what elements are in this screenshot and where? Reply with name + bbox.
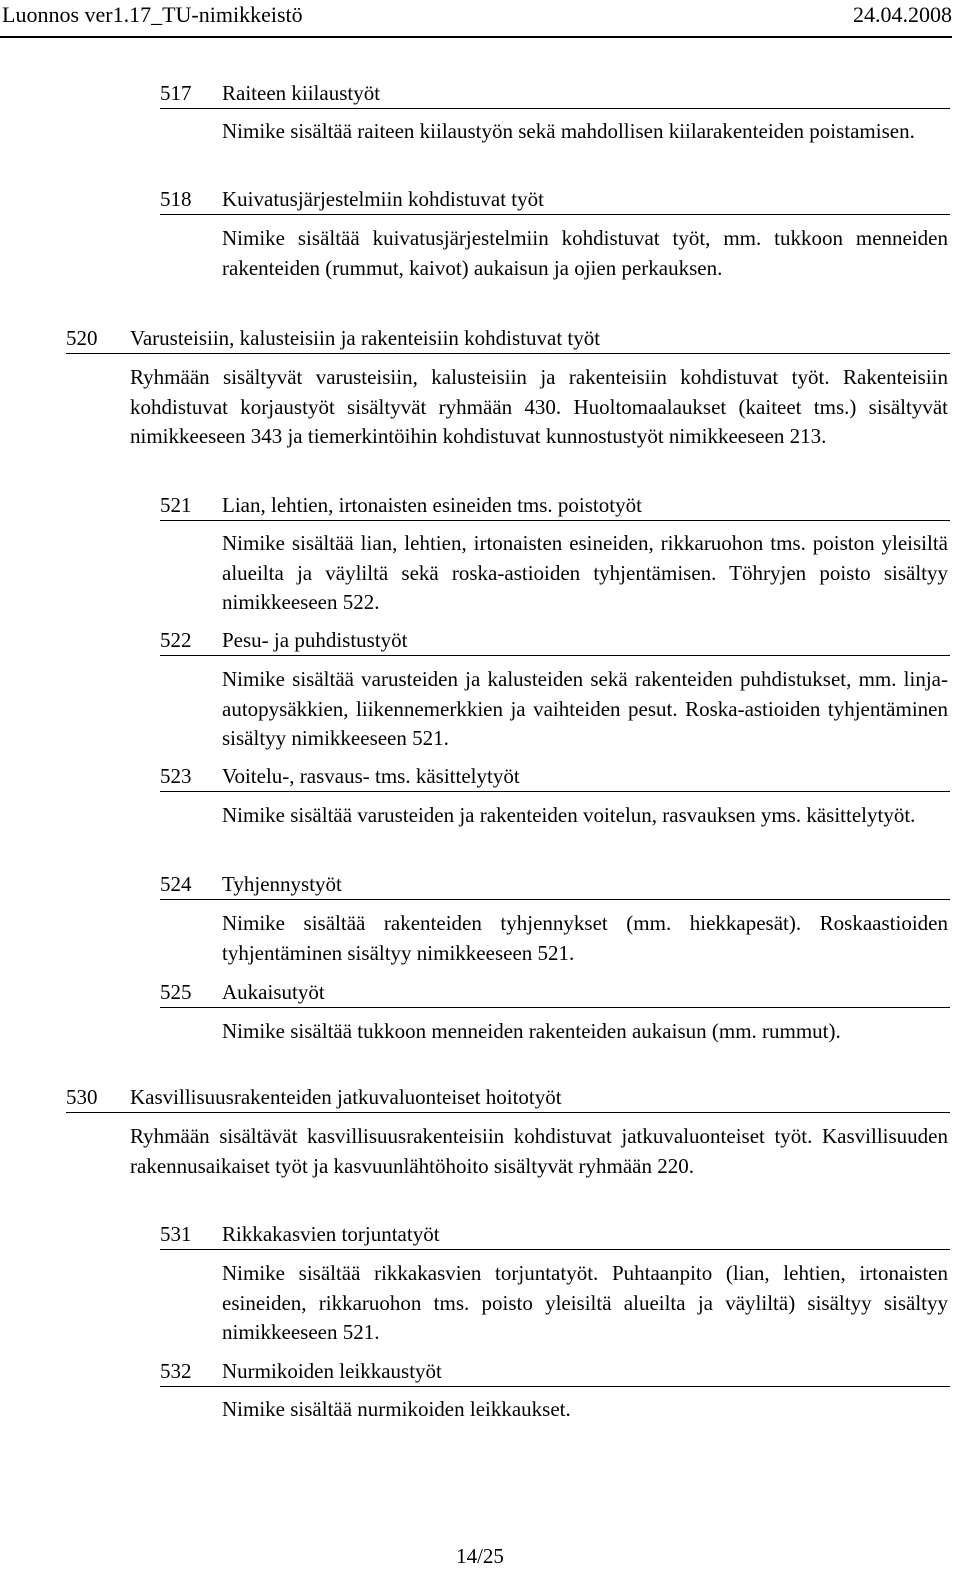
item-number: 517 [160,81,192,105]
item-heading-532 [160,1356,950,1387]
item-number: 525 [160,980,192,1004]
item-heading-521 [160,490,950,521]
item-heading-525 [160,977,950,1008]
item-title: Voitelu-, rasvaus- tms. käsittelytyöt [222,764,520,788]
item-number: 531 [160,1222,192,1246]
item-description-525: Nimike sisältää tukkoon menneiden rakenteiden aukaisun (mm. rummut). [222,1019,841,1043]
page-header [0,0,952,38]
page-number: 14/25 [456,1544,504,1568]
item-number: 520 [66,326,98,350]
item-title: Kuivatusjärjestelmiin kohdistuvat työt [222,187,544,211]
item-title: Pesu- ja puhdistustyöt [222,628,408,652]
item-description-521: Nimike sisältää lian, lehtien, irtonaisten esineiden, rikkaruohon tms. poiston yleisiltä alueilta ja väyliltä sekä roska-astioiden tyhjentämisen. Töhryjen poisto sisältyy nimikkeeseen 522. [222,531,948,615]
item-heading-531 [160,1219,950,1250]
item-heading-524 [160,869,950,900]
item-title: Raiteen kiilaustyöt [222,81,381,105]
document-date: 24.04.2008 [853,2,952,27]
item-heading-523 [160,761,950,792]
item-description-531: Nimike sisältää rikkakasvien torjuntatyöt. Puhtaanpito (lian, lehtien, irtonaisten esineiden, rikkaruohon tms. poisto yleisiltä alueilta ja väyliltä) sisältyy sisältyy nimikkeeseen 521. [222,1261,948,1345]
item-heading-522 [160,625,950,656]
item-description-517: Nimike sisältää raiteen kiilaustyön sekä mahdollisen kiilarakenteiden poistamisen. [222,119,915,143]
item-title: Nurmikoiden leikkaustyöt [222,1359,442,1383]
item-description-520: Ryhmään sisältyvät varusteisiin, kalusteisiin ja rakenteisiin kohdistuvat työt. Rakenteisiin kohdistuvat korjaustyöt sisältyvät ryhmään 430. Huoltomaalaukset (kaiteet tms.) sisältyvät nimikkeeseen 343 ja tiemerkintöihin kohdistuvat kunnostustyöt nimikkeeseen 213. [130,365,948,449]
item-description-522: Nimike sisältää varusteiden ja kalusteiden sekä rakenteiden puhdistukset, mm. linja-autopysäkkien, liikennemerkkien ja vaihteiden pesut. Roska-astioiden tyhjentäminen sisältyy nimikkeeseen 521. [222,667,948,751]
item-title: Lian, lehtien, irtonaisten esineiden tms. poistotyöt [222,493,642,517]
item-number: 530 [66,1085,98,1109]
document-title: Luonnos ver1.17_TU-nimikkeistö [2,2,303,27]
item-title: Kasvillisuusrakenteiden jatkuvaluonteiset hoitotyöt [130,1085,562,1109]
item-number: 524 [160,872,192,896]
item-heading-520 [66,323,950,354]
item-number: 521 [160,493,192,517]
item-number: 518 [160,187,192,211]
item-description-532: Nimike sisältää nurmikoiden leikkaukset. [222,1397,571,1421]
item-title: Rikkakasvien torjuntatyöt [222,1222,440,1246]
item-title: Tyhjennystyöt [222,872,342,896]
item-description-530: Ryhmään sisältävät kasvillisuusrakenteisiin kohdistuvat jatkuvaluonteiset työt. Kasvillisuuden rakennusaikaiset työt ja kasvuunlähtöhoito sisältyvät ryhmään 220. [130,1124,948,1178]
item-title: Aukaisutyöt [222,980,325,1004]
item-description-524: Nimike sisältää rakenteiden tyhjennykset (mm. hiekkapesät). Roskaastioiden tyhjentäminen sisältyy nimikkeeseen 521. [222,911,948,965]
item-number: 523 [160,764,192,788]
item-description-518: Nimike sisältää kuivatusjärjestelmiin kohdistuvat työt, mm. tukkoon menneiden rakenteiden (rummut, kaivot) aukaisun ja ojien perkauksen. [222,226,948,280]
item-number: 532 [160,1359,192,1383]
item-heading-530 [66,1082,950,1113]
item-heading-518 [160,184,950,215]
item-number: 522 [160,628,192,652]
item-heading-517 [160,78,950,109]
item-description-523: Nimike sisältää varusteiden ja rakenteiden voitelun, rasvauksen yms. käsittelytyöt. [222,803,916,827]
item-title: Varusteisiin, kalusteisiin ja rakenteisiin kohdistuvat työt [130,326,601,350]
